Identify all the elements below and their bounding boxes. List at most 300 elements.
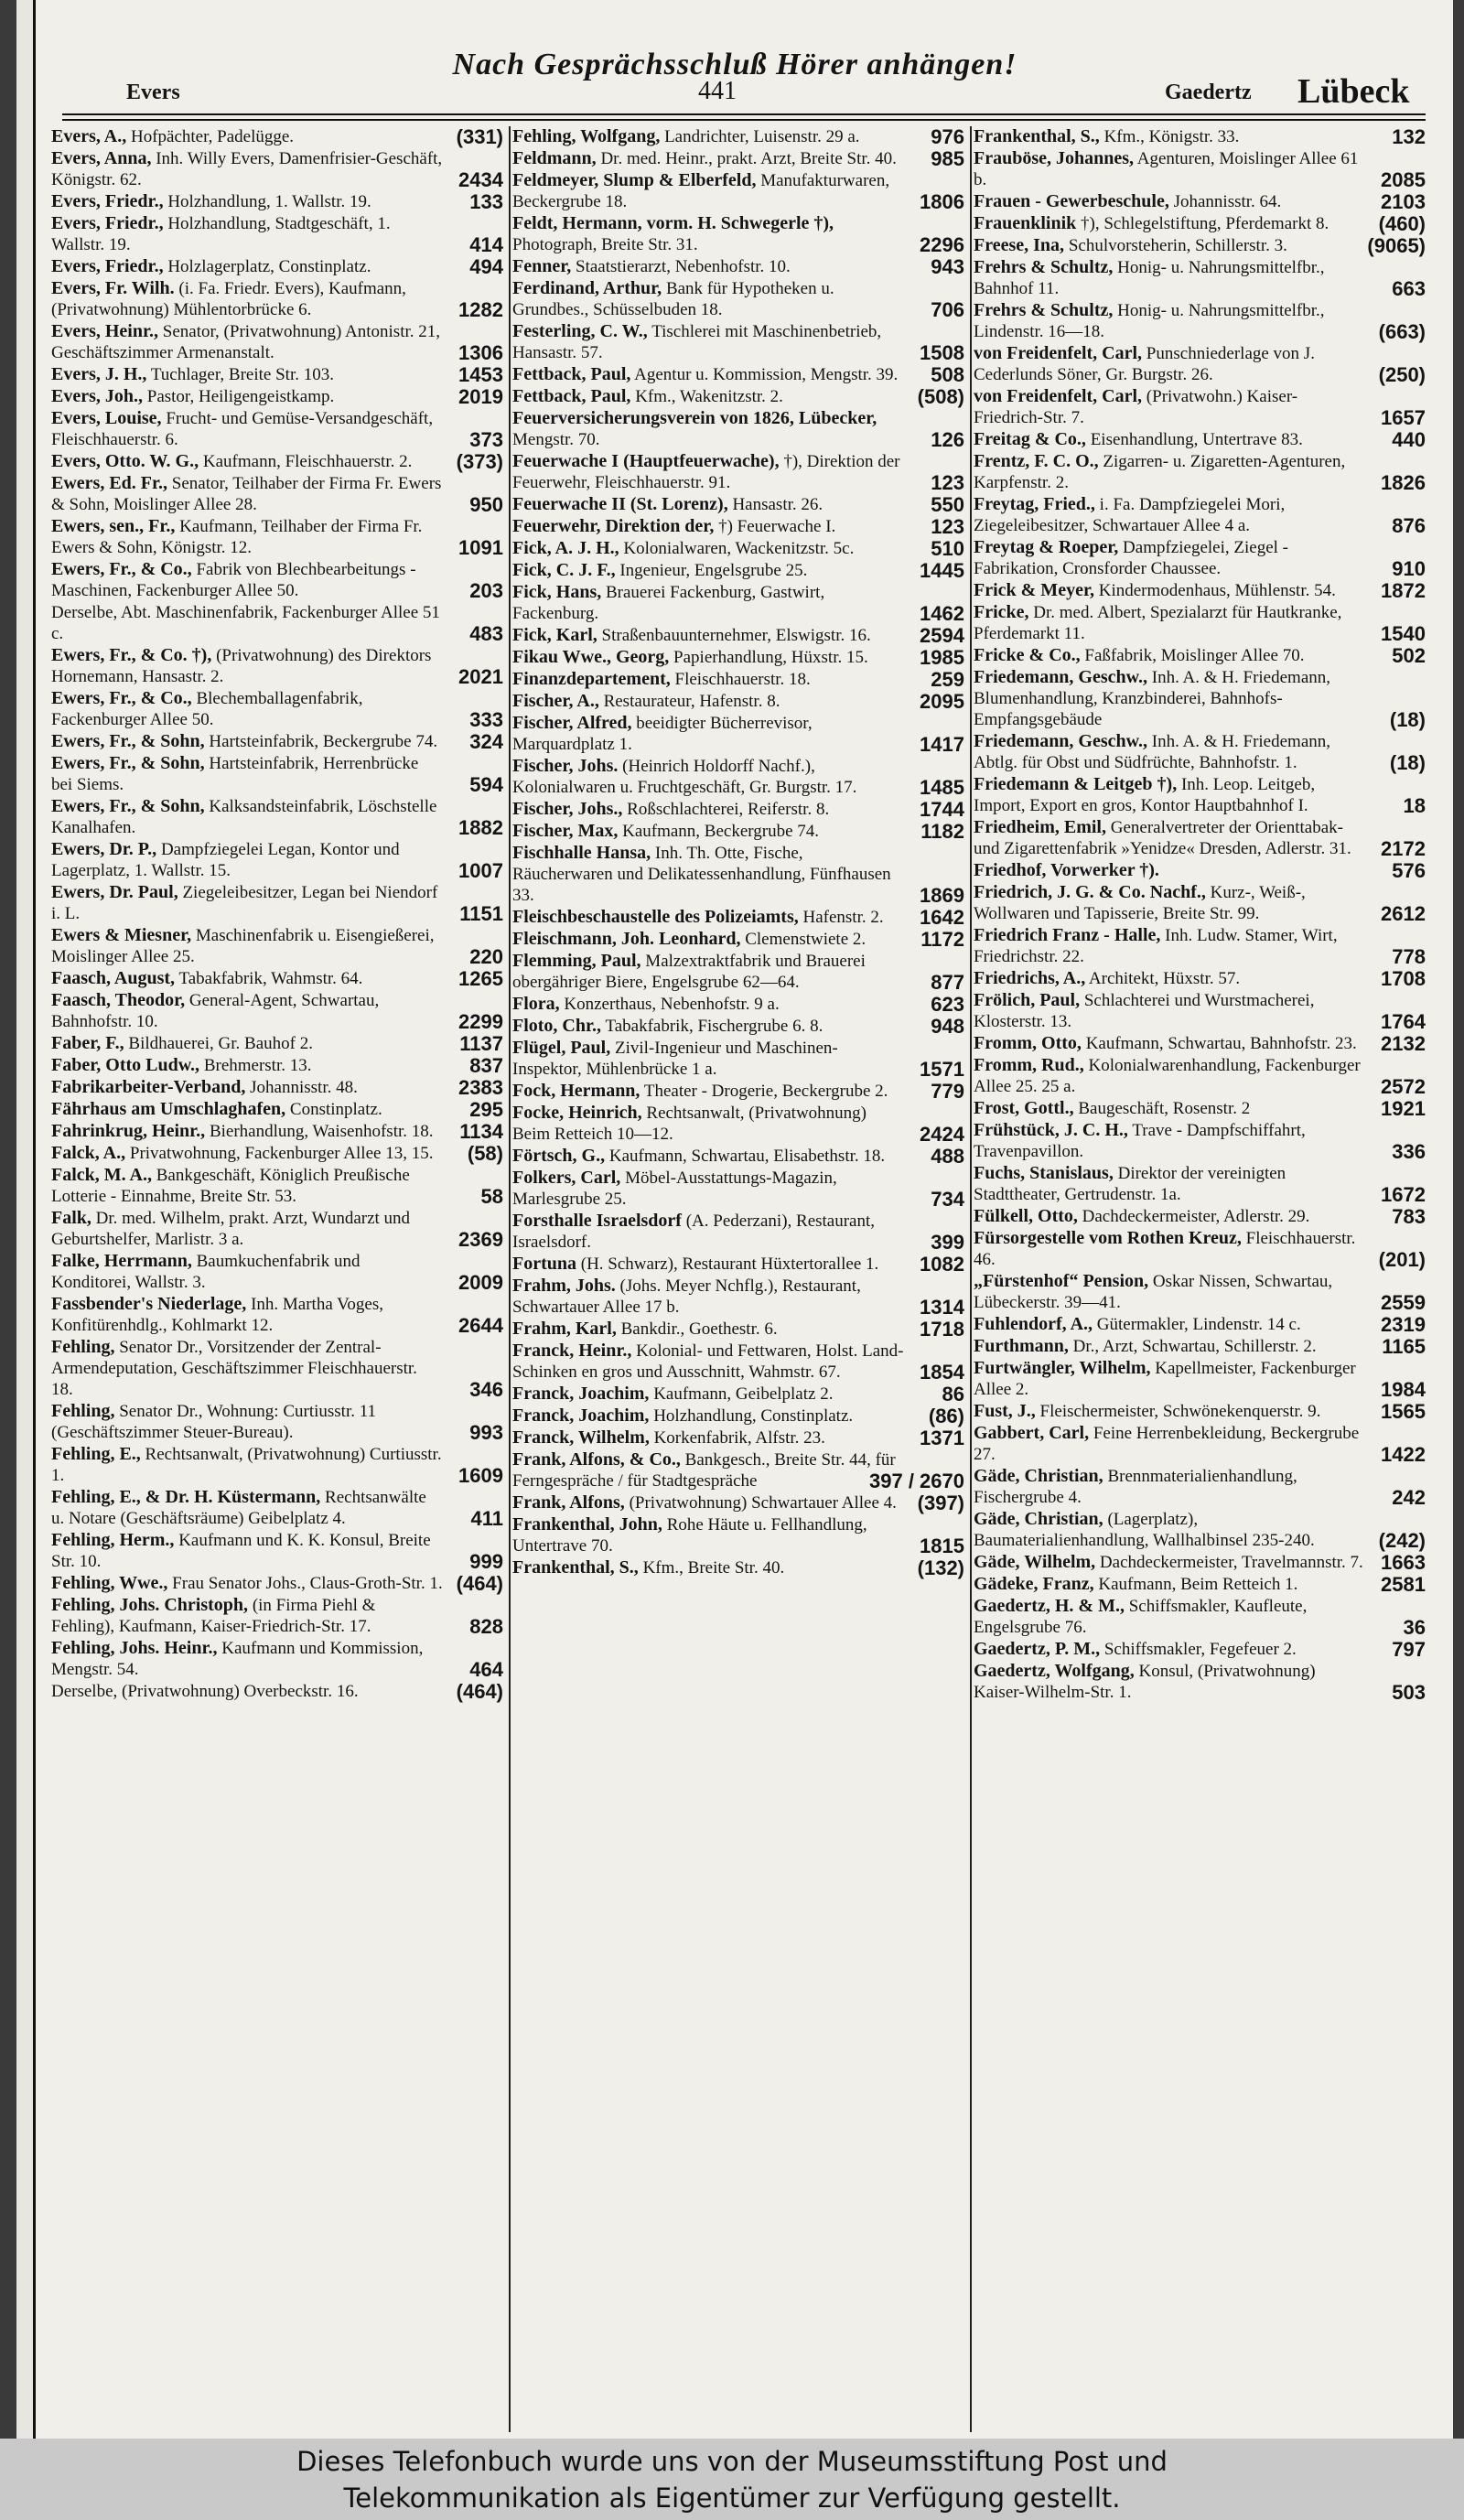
directory-entry [512, 713, 968, 755]
entry-detail: (Privatwohn.) Kaiser-Friedrich-Str. 7. [974, 387, 1298, 427]
entry-name: Franck, Joachim, [512, 1405, 650, 1426]
entry-detail: Senator, (Privatwohnung) Antonistr. 21, Geschäftszimmer Armenanstalt. [51, 322, 441, 362]
entry-detail: Hafenstr. 2. [798, 908, 884, 927]
directory-entry [512, 843, 968, 906]
entry-detail: Hartsteinfabrik, Beckergrube 74. [204, 732, 438, 751]
directory-entry [512, 1492, 968, 1513]
directory-entry [512, 1341, 968, 1383]
phone-number: 950 [469, 493, 503, 516]
directory-entry [512, 1405, 968, 1427]
phone-number: 1985 [920, 646, 964, 669]
entry-detail: Bildhauerei, Gr. Bauhof 2. [124, 1034, 313, 1053]
entry-detail: Kalksandsteinfabrik, Löschstelle Kanalhafen. [51, 797, 437, 837]
entry-detail: Inh. Willy Evers, Damenfrisier-Geschäft, Königstr. 62. [51, 149, 443, 189]
entry-detail: Bankgesch., Breite Str. 44, für Ferngespräche / für Stadtgespräche [512, 1450, 896, 1491]
entry-name: von Freidenfelt, Carl, [974, 343, 1143, 363]
entry-name: Ewers, Dr. Paul, [51, 882, 178, 902]
directory-column-3 [974, 126, 1429, 2432]
entry-name: Förtsch, G., [512, 1146, 606, 1166]
entry-name: Frauen - Gewerbeschule, [974, 191, 1169, 211]
entry-name: Feuerversicherungsverein von 1826, Lübecker, [512, 408, 877, 428]
phone-number: 2299 [458, 1010, 503, 1033]
entry-detail: Fabrik von Blechbearbeitungs - Maschinen, Fackenburger Allee 50. [51, 560, 416, 600]
phone-number: 2581 [1381, 1573, 1426, 1596]
entry-name: Evers, Friedr., [51, 191, 164, 211]
entry-name: Floto, Chr., [512, 1016, 602, 1036]
phone-number: 494 [469, 255, 503, 278]
phone-number: (464) [456, 1680, 503, 1703]
entry-name: Falk, [51, 1208, 92, 1228]
phone-number: 797 [1392, 1638, 1426, 1661]
entry-name: Fehling, [51, 1401, 115, 1421]
entry-detail: Fleischhauerstr. 46. [974, 1229, 1356, 1269]
phone-number: 373 [469, 428, 503, 451]
entry-detail: Ziegeleibesitzer, Legan bei Niendorf i. L. [51, 883, 438, 923]
entry-name: Friedhof, Vorwerker †). [974, 860, 1159, 880]
phone-number: 828 [469, 1615, 503, 1638]
phone-number: (9065) [1367, 234, 1426, 257]
entry-name: Feldt, Hermann, vorm. H. Schwegerle †), [512, 213, 834, 233]
directory-entry [512, 170, 968, 212]
directory-entry [974, 537, 1429, 579]
entry-name: Ewers, Fr., & Co., [51, 688, 192, 708]
phone-number: 943 [931, 255, 964, 278]
directory-entry [512, 1168, 968, 1210]
entry-detail: Manufakturwaren, Beckergrube 18. [512, 171, 890, 211]
entry-name: Evers, Louise, [51, 408, 162, 428]
entry-detail: Frucht- und Gemüse-Versandgeschäft, Fleischhauerstr. 6. [51, 409, 434, 449]
entry-detail: Kindermodenhaus, Mühlenstr. 54. [1093, 581, 1336, 600]
entry-detail: Restaurateur, Hafenstr. 8. [598, 692, 780, 711]
phone-number: 132 [1392, 126, 1426, 148]
directory-entry [51, 688, 507, 730]
entry-name: Frankenthal, S., [974, 126, 1100, 146]
directory-entry [974, 774, 1429, 816]
entry-detail: Brehmerstr. 13. [199, 1056, 312, 1075]
footer-line-1: Dieses Telefonbuch wurde uns von der Museumsstiftung Post und [296, 2446, 1168, 2477]
entry-name: von Freidenfelt, Carl, [974, 386, 1143, 406]
phone-number: (397) [917, 1492, 964, 1514]
directory-entry [51, 1530, 507, 1572]
entry-detail: Hofpächter, Padelügge. [126, 127, 295, 146]
phone-number: 1540 [1381, 622, 1426, 645]
entry-name: Fricke, [974, 602, 1029, 622]
directory-entry [974, 148, 1429, 190]
phone-number: (250) [1378, 363, 1426, 386]
directory-entry [512, 364, 968, 385]
phone-number: 778 [1392, 945, 1426, 968]
phone-number: 2572 [1381, 1075, 1426, 1098]
phone-number: 2009 [458, 1271, 503, 1294]
entry-name: Ewers, Fr., & Sohn, [51, 796, 205, 816]
directory-entry [974, 882, 1429, 924]
phone-number: 1806 [920, 190, 964, 213]
directory-entry [51, 126, 507, 147]
entry-name: Evers, Fr. Wilh. [51, 278, 175, 298]
entry-detail: (Heinrich Holdorff Nachf.), Kolonialwaren u. Fruchtgeschäft, Gr. Burgstr. 17. [512, 757, 857, 797]
entry-name: Freytag & Roeper, [974, 537, 1119, 557]
entry-name: Fischer, Johs. [512, 756, 619, 776]
entry-detail: Korkenfabrik, Alfstr. 23. [649, 1428, 825, 1448]
entry-name: Frölich, Paul, [974, 990, 1081, 1010]
entry-name: Finanzdepartement, [512, 669, 671, 689]
entry-name: Friedemann & Leitgeb †), [974, 774, 1178, 794]
column-divider [970, 126, 972, 2432]
directory-entry [974, 1055, 1429, 1097]
phone-number: 2434 [458, 168, 503, 191]
directory-entry [974, 1358, 1429, 1400]
entry-detail: Kaufmann, Beim Retteich 1. [1093, 1575, 1298, 1594]
entry-detail: Kaufmann, Beckergrube 74. [618, 822, 820, 841]
phone-number: 1314 [920, 1296, 964, 1319]
phone-number: 1882 [458, 816, 503, 839]
entry-detail: Johannisstr. 48. [245, 1078, 358, 1097]
phone-number: 123 [931, 515, 964, 538]
entry-name: Flügel, Paul, [512, 1038, 611, 1058]
entry-detail: Holzhandlung, Stadtgeschäft, 1. Wallstr. 19. [51, 214, 391, 254]
entry-detail: Inh. Leop. Leitgeb, Import, Export en gros, Kontor Hauptbahnhof I. [974, 775, 1316, 815]
phone-number: 1921 [1381, 1097, 1426, 1120]
directory-entry [974, 1401, 1429, 1422]
directory-entry [512, 821, 968, 842]
directory-entry [51, 1444, 507, 1486]
entry-detail: Maschinenfabrik u. Eisengießerei, Moislinger Allee 25. [51, 926, 435, 966]
entry-name: Frahm, Karl, [512, 1319, 617, 1339]
entry-name: Frentz, F. C. O., [974, 451, 1099, 471]
directory-entry [974, 1509, 1429, 1551]
directory-entry [51, 1077, 507, 1098]
entry-name: Evers, Friedr., [51, 256, 164, 276]
phone-number: 734 [931, 1188, 964, 1211]
directory-entry [51, 191, 507, 212]
directory-entry [512, 1514, 968, 1556]
directory-entry [51, 796, 507, 838]
directory-entry [51, 731, 507, 752]
directory-entry [974, 126, 1429, 147]
entry-name: Friedrichs, A., [974, 968, 1086, 988]
directory-entry [974, 1336, 1429, 1357]
entry-detail: Rechtsanwälte u. Notare (Geschäftsräume) Geibelplatz 4. [51, 1488, 426, 1528]
directory-entry [974, 1423, 1429, 1465]
entry-detail: Brauerei Fackenburg, Gastwirt, Fackenburg. [512, 583, 825, 623]
entry-detail: Inh. A. & H. Friedemann, Blumenhandlung, Kranzbinderei, Bahnhofs-Empfangsgebäude [974, 668, 1331, 729]
entry-detail: Schiffsmakler, Fegefeuer 2. [1100, 1640, 1297, 1659]
directory-entry [974, 1120, 1429, 1162]
entry-name: Ewers, Fr., & Sohn, [51, 731, 205, 751]
phone-number: 2369 [458, 1228, 503, 1251]
phone-number: 2383 [458, 1076, 503, 1099]
entry-name: Ewers, Ed. Fr., [51, 473, 168, 493]
directory-entry [512, 1319, 968, 1340]
header-city: Lübeck [1297, 72, 1410, 111]
phone-number: 779 [931, 1080, 964, 1103]
directory-entry [512, 799, 968, 820]
phone-number: (508) [917, 385, 964, 408]
entry-name: Flemming, Paul, [512, 951, 641, 971]
phone-number: 1462 [920, 602, 964, 625]
entry-name: Feuerwehr, Direktion der, [512, 516, 715, 536]
phone-number: 440 [1392, 428, 1426, 451]
entry-name: Fehling, [51, 1337, 115, 1357]
entry-name: Ewers, Fr., & Co. †), [51, 645, 212, 665]
phone-number: 508 [931, 363, 964, 386]
directory-entry [51, 1573, 507, 1594]
entry-name: Feuerwache I (Hauptfeuerwache), [512, 451, 780, 471]
entry-name: Fassbender's Niederlage, [51, 1294, 247, 1314]
phone-number: 336 [1392, 1140, 1426, 1163]
directory-entry [512, 1427, 968, 1448]
directory-entry [974, 451, 1429, 493]
phone-number: 1642 [920, 906, 964, 929]
directory-entry [974, 645, 1429, 666]
phone-number: 220 [469, 945, 503, 968]
entry-detail: Landrichter, Luisenstr. 29 a. [660, 127, 860, 146]
entry-name: Fischer, A., [512, 691, 599, 711]
directory-entry [974, 1271, 1429, 1313]
phone-number: 1265 [458, 967, 503, 990]
directory-entry [51, 473, 507, 515]
directory-entry [512, 1146, 968, 1167]
directory-entry [512, 1016, 968, 1037]
directory-entry [974, 817, 1429, 859]
entry-detail: Direktor der vereinigten Stadttheater, Gertrudenstr. 1a. [974, 1164, 1286, 1204]
entry-name: Freitag & Co., [974, 429, 1086, 449]
entry-detail: Kaufmann, Fleischhauerstr. 2. [199, 452, 413, 471]
entry-name: Ewers, Fr., & Sohn, [51, 753, 205, 773]
entry-detail: Kolonial- und Fettwaren, Holst. Land-Schinken en gros und Ausschnitt, Wahmstr. 67. [512, 1341, 904, 1382]
entry-name: Gädeke, Franz, [974, 1574, 1094, 1594]
phone-number: 1708 [1381, 967, 1426, 990]
directory-entry [974, 1033, 1429, 1054]
entry-detail: (Privatwohnung) des Direktors Hornemann, Hansastr. 2. [51, 646, 432, 686]
phone-number: 594 [469, 773, 503, 796]
directory-entry [51, 1033, 507, 1054]
entry-detail: Hartsteinfabrik, Herrenbrücke bei Siems. [51, 754, 419, 794]
entry-name: Evers, Joh., [51, 386, 143, 406]
directory-entry [51, 1337, 507, 1400]
directory-entry [974, 731, 1429, 773]
entry-detail: Johannisstr. 64. [1168, 192, 1282, 211]
phone-number: (663) [1378, 320, 1426, 343]
phone-number: (58) [467, 1142, 503, 1165]
directory-entry [51, 1294, 507, 1336]
directory-entry [51, 516, 507, 558]
entry-name: Faber, F., [51, 1033, 124, 1053]
phone-number: 414 [469, 233, 503, 256]
entry-name: Frahm, Johs. [512, 1276, 616, 1296]
phone-number: 910 [1392, 557, 1426, 580]
entry-detail: Konzerthaus, Nebenhofstr. 9 a. [559, 995, 780, 1014]
phone-number: 1657 [1381, 406, 1426, 429]
directory-entry [512, 1254, 968, 1275]
entry-detail: Inh. A. & H. Friedemann, Abtlg. für Obst und Südfrüchte, Bahnhofstr. 1. [974, 732, 1331, 772]
entry-detail: Clemenstwiete 2. [740, 930, 867, 949]
entry-detail: Brennmaterialienhandlung, Fischergrube 4. [974, 1467, 1297, 1507]
phone-number: 2085 [1381, 168, 1426, 191]
entry-name: Evers, Heinr., [51, 321, 159, 341]
entry-name: Fortuna [512, 1254, 576, 1274]
entry-name: Fischer, Johs., [512, 799, 623, 819]
entry-detail: Kfm., Wakenitzstr. 2. [630, 387, 783, 406]
entry-detail: Staatstierarzt, Nebenhofstr. 10. [571, 257, 791, 276]
entry-name: Gabbert, Carl, [974, 1423, 1090, 1443]
phone-number: 503 [1392, 1681, 1426, 1704]
entry-detail: Tabakfabrik, Wahmstr. 64. [175, 969, 363, 988]
directory-entry [974, 860, 1429, 881]
footer-line-2: Telekommunikation als Eigentümer zur Verfügung gestellt. [343, 2482, 1121, 2514]
directory-entry [512, 582, 968, 624]
phone-number: 1445 [920, 559, 964, 582]
directory-entry [51, 1638, 507, 1680]
entry-detail: Inh. Martha Voges, Konfitürenhdlg., Kohlmarkt 12. [51, 1295, 384, 1335]
entry-detail: Holzlagerplatz, Constinplatz. [163, 257, 371, 276]
entry-detail: Dachdeckermeister, Adlerstr. 29. [1077, 1207, 1310, 1226]
entry-name: Evers, A., [51, 126, 127, 146]
directory-entry [51, 1121, 507, 1142]
entry-detail: Möbel-Ausstattungs-Magazin, Marlesgrube 25. [512, 1168, 837, 1209]
phone-number: 333 [469, 708, 503, 731]
entry-name: Friedheim, Emil, [974, 817, 1106, 837]
column-divider [509, 126, 511, 2432]
directory-entry [974, 968, 1429, 989]
directory-entry [51, 321, 507, 363]
entry-name: Fust, J., [974, 1401, 1036, 1421]
entry-name: Furtwängler, Wilhelm, [974, 1358, 1151, 1378]
entry-name: Evers, Otto. W. G., [51, 451, 199, 471]
directory-entry [512, 1557, 968, 1578]
directory-entry [974, 1314, 1429, 1335]
phone-number: 1422 [1381, 1443, 1426, 1466]
entry-name: Friedrich, J. G. & Co. Nachf., [974, 882, 1206, 902]
phone-number: 1485 [920, 776, 964, 799]
directory-entry [51, 451, 507, 472]
directory-entry [51, 839, 507, 881]
entry-detail: Privatwohnung, Fackenburger Allee 13, 15. [125, 1144, 434, 1163]
entry-name: Feldmeyer, Slump & Elberfeld, [512, 170, 757, 190]
entry-detail: Agentur u. Kommission, Mengstr. 39. [630, 365, 899, 384]
entry-detail: Dachdeckermeister, Travelmannstr. 7. [1095, 1553, 1363, 1572]
directory-entry [51, 753, 507, 795]
directory-entry [512, 1081, 968, 1102]
entry-detail: Generalvertreter der Orienttabak- und Zigarettenfabrik »Yenidze« Dresden, Adlerstr. 31. [974, 818, 1351, 858]
entry-detail: Frau Senator Johs., Claus-Groth-Str. 1. [167, 1574, 443, 1593]
entry-detail: Fleischermeister, Schwönekenquerstr. 9. [1035, 1402, 1321, 1421]
phone-number: 1371 [920, 1427, 964, 1449]
entry-name: Feuerwache II (St. Lorenz), [512, 494, 728, 514]
entry-detail: Papierhandlung, Hüxstr. 15. [669, 648, 868, 667]
phone-number: 1137 [459, 1032, 503, 1055]
phone-number: 1182 [920, 820, 964, 843]
entry-detail: Holzhandlung, Constinplatz. [649, 1406, 854, 1426]
entry-name: Fehling, Wwe., [51, 1573, 168, 1593]
phone-number: 948 [931, 1015, 964, 1038]
entry-name: Faber, Otto Ludw., [51, 1055, 200, 1075]
phone-number: 86 [942, 1383, 964, 1405]
entry-name: Ferdinand, Arthur, [512, 278, 662, 298]
directory-entry [974, 235, 1429, 256]
phone-number: 576 [1392, 859, 1426, 882]
phone-number: 1007 [458, 859, 503, 882]
directory-entry [974, 257, 1429, 299]
phone-number: 1826 [1381, 471, 1426, 494]
directory-entry [51, 968, 507, 989]
directory-entry [512, 1211, 968, 1253]
directory-entry [51, 559, 507, 601]
directory-entry [974, 386, 1429, 428]
phone-number: 2095 [920, 690, 964, 713]
phone-number: 2103 [1381, 190, 1426, 213]
entry-detail: (A. Pederzani), Restaurant, Israelsdorf. [512, 1212, 876, 1252]
entry-name: Fehling, Wolfgang, [512, 126, 661, 146]
entry-name: Fuhlendorf, A., [974, 1314, 1093, 1334]
entry-detail: Oskar Nissen, Schwartau, Lübeckerstr. 39—41. [974, 1272, 1333, 1312]
entry-name: Fleischbeschaustelle des Polizeiamts, [512, 907, 799, 927]
entry-name: Fromm, Otto, [974, 1033, 1082, 1053]
entry-detail: Derselbe, (Privatwohnung) Overbeckstr. 16. [51, 1682, 359, 1701]
directory-entry [512, 1449, 968, 1492]
entry-detail: Ingenieur, Engelsgrube 25. [615, 561, 808, 580]
entry-detail: Fleischhauerstr. 18. [670, 670, 811, 689]
entry-detail: Bank für Hypotheken u. Grundbes., Schüsselbuden 18. [512, 279, 834, 319]
entry-detail: Inh. Ludw. Stamer, Wirt, Friedrichstr. 22. [974, 926, 1338, 966]
directory-entry [51, 1208, 507, 1250]
phone-number: 877 [931, 971, 964, 994]
phone-number: 1869 [920, 884, 964, 907]
entry-name: Friedemann, Geschw., [974, 731, 1147, 751]
directory-entry [512, 1103, 968, 1145]
entry-detail: Kapellmeister, Fackenburger Allee 2. [974, 1359, 1356, 1399]
entry-name: Frehrs & Schultz, [974, 257, 1114, 277]
entry-name: Ewers, Dr. P., [51, 839, 157, 859]
phone-number: 123 [931, 471, 964, 494]
phone-number: 1508 [920, 341, 964, 364]
entry-detail: Gütermakler, Lindenstr. 14 c. [1093, 1315, 1301, 1334]
entry-detail: Agenturen, Moislinger Allee 61 b. [974, 149, 1359, 189]
directory-entry [51, 278, 507, 320]
entry-detail: Kolonialwaren, Wackenitzstr. 5c. [619, 539, 855, 558]
phone-number: 1282 [458, 298, 503, 321]
entry-detail: Tuchlager, Breite Str. 103. [146, 365, 334, 384]
entry-name: Evers, Anna, [51, 148, 152, 168]
entry-name: Fleischmann, Joh. Leonhard, [512, 929, 741, 949]
directory-entry [512, 126, 968, 147]
entry-detail: Senator, Teilhaber der Firma Fr. Ewers & Sohn, Moislinger Allee 28. [51, 474, 442, 514]
phone-number: 1306 [458, 341, 503, 364]
header-rule [62, 113, 1426, 115]
entry-detail: Tischlerei mit Maschinenbetrieb, Hansastr. 57. [512, 322, 882, 362]
directory-entry [51, 1401, 507, 1443]
entry-detail: (Lagerplatz), Baumaterialienhandlung, Wallhalbinsel 235-240. [974, 1510, 1315, 1550]
directory-entry [512, 408, 968, 450]
phone-number: 1172 [920, 928, 964, 951]
phone-number: 295 [469, 1098, 503, 1121]
entry-name: Freytag, Fried., [974, 494, 1095, 514]
entry-detail: Kaufmann, Geibelplatz 2. [649, 1384, 834, 1404]
directory-entry [51, 1099, 507, 1120]
phone-number: 1872 [1381, 579, 1426, 602]
entry-name: Fuchs, Stanislaus, [974, 1163, 1114, 1183]
phone-number: 1165 [1382, 1335, 1426, 1358]
header-first-name: Evers [126, 81, 180, 104]
entry-name: Fährhaus am Umschlaghafen, [51, 1099, 286, 1119]
entry-detail: Zigarren- u. Zigaretten-Agenturen, Karpfenstr. 2. [974, 452, 1346, 492]
entry-detail: †), Direktion der Feuerwehr, Fleischhauerstr. 91. [512, 452, 900, 492]
entry-detail: Theater - Drogerie, Beckergrube 2. [640, 1082, 888, 1101]
entry-name: Frühstück, J. C. H., [974, 1120, 1128, 1140]
entry-detail: Kurz-, Weiß-, Wollwaren und Tapisserie, Breite Str. 99. [974, 883, 1306, 923]
entry-detail: Feine Herrenbekleidung, Beckergrube 27. [974, 1424, 1360, 1464]
entry-name: Gaedertz, H. & M., [974, 1596, 1125, 1616]
